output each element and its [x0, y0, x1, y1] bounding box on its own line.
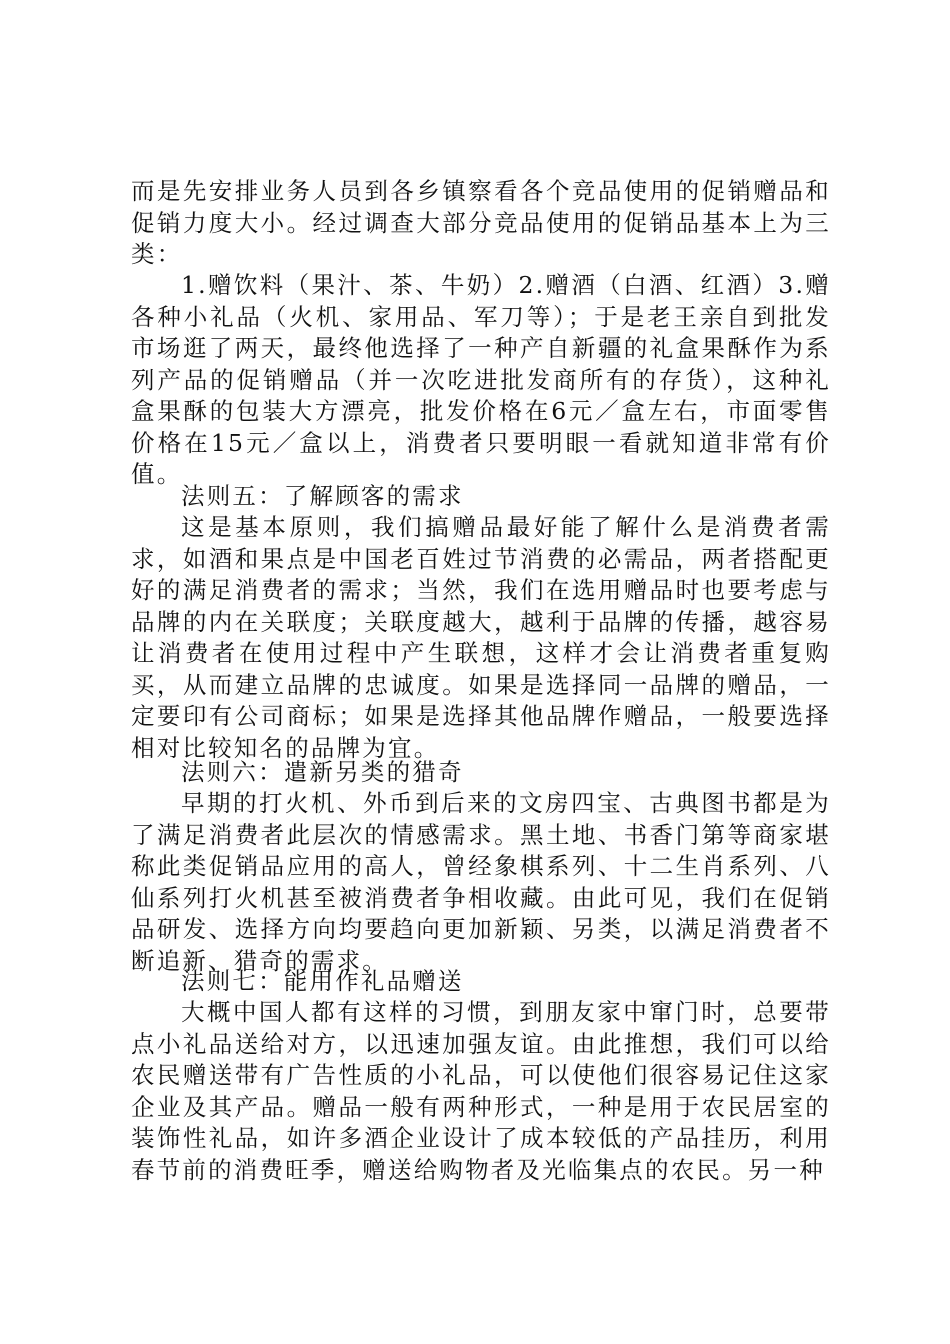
rule5-paragraph: 这是基本原则，我们搞赠品最好能了解什么是消费者需求，如酒和果点是中国老百姓过节消费的必需品，两者搭配更好的满足消费者的需求；当然，我们在选用赠品时也要考虑与品牌的内在关联度；关联度越大，越利于品牌的传播，越容易让消费者在使用过程中产生联想，这样才会让消费者重复购买，从而建立品牌的忠诚度。如果是选择同一品牌的赠品，一定要印有公司商标；如果是选择其他品牌作赠品，一般要选择相对比较知名的品牌为宜。 — [131, 513, 831, 762]
promo-list-paragraph: 1.赠饮料（果汁、茶、牛奶）2.赠酒（白酒、红酒）3.赠各种小礼品（火机、家用品、军刀等）；于是老王亲自到批发市场逛了两天，最终他选择了一种产自新疆的礼盒果酥作为系列产品的促销赠品（并一次吃进批发商所有的存货），这种礼盒果酥的包装大方漂亮，批发价格在6元／盒左右，市面零售价格在15元／盒以上，消费者只要明眼一看就知道非常有价值。 — [131, 271, 831, 488]
intro-paragraph: 而是先安排业务人员到各乡镇察看各个竞品使用的促销赠品和促销力度大小。经过调查大部分竞品使用的促销品基本上为三类： — [131, 177, 831, 268]
rule7-heading: 法则七：能用作礼品赠送 — [181, 967, 464, 995]
rule6-heading: 法则六：遣新另类的猎奇 — [181, 758, 464, 786]
rule6-paragraph: 早期的打火机、外币到后来的文房四宝、古典图书都是为了满足消费者此层次的情感需求。黑土地、书香门第等商家堪称此类促销品应用的高人，曾经象棋系列、十二生肖系列、八仙系列打火机甚至被消费者争相收藏。由此可见，我们在促销品研发、选择方向均要趋向更加新颖、另类，以满足消费者不断追新、猎奇的需求。 — [131, 789, 831, 975]
rule5-heading: 法则五：了解顾客的需求 — [181, 482, 464, 510]
rule7-paragraph: 大概中国人都有这样的习惯，到朋友家中窜门时，总要带点小礼品送给对方，以迅速加强友谊。由此推想，我们可以给农民赠送带有广告性质的小礼品，可以使他们很容易记住这家企业及其产品。赠品一般有两种形式，一种是用于农民居室的装饰性礼品，如许多酒企业设计了成本较低的产品挂历，利用春节前的消费旺季，赠送给购物者及光临集点的农民。另一种 — [131, 998, 831, 1184]
